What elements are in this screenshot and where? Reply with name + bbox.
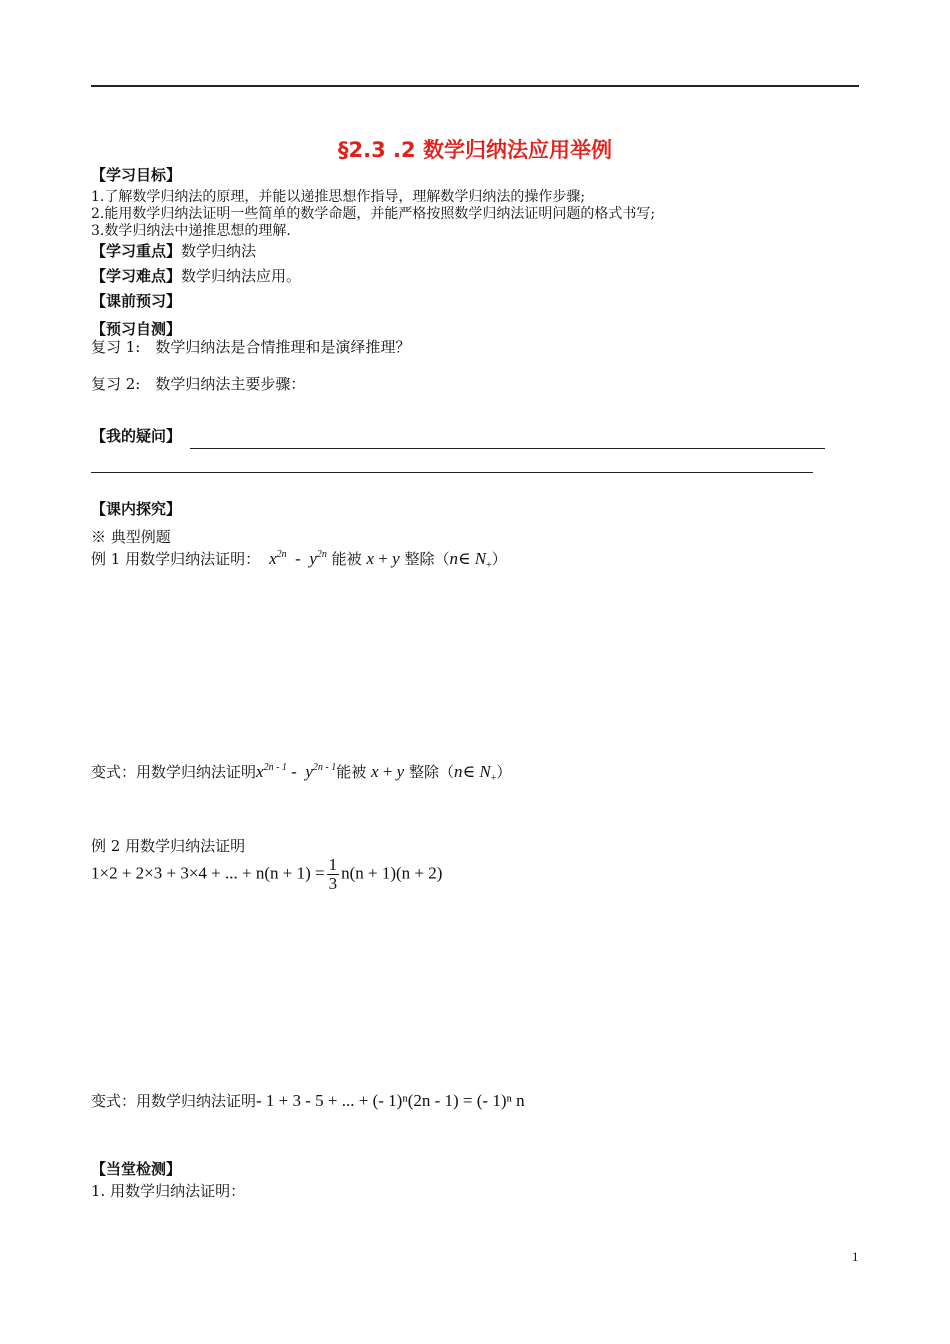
variant-1-prefix: 变式：用数学归纳法证明	[91, 763, 257, 781]
example-1-close: ）	[491, 550, 507, 568]
example-1	[91, 548, 507, 571]
questions-heading: 【我的疑问】	[91, 427, 182, 445]
variant-1-domain: n∈ $N_+$	[454, 762, 497, 784]
explore-subheading: ※ 典型例题	[91, 528, 171, 546]
preview-heading: 【课前预习】	[91, 292, 182, 310]
check-heading: 【当堂检测】	[91, 1160, 182, 1178]
example-1-suffix: 整除（	[404, 550, 450, 568]
objectives-heading: 【学习目标】	[91, 166, 182, 184]
variant-1-formula: $x^{2n - 1} - y^{2n - 1}$	[256, 762, 337, 781]
key-point-text: 数学归纳法	[181, 242, 257, 260]
answer-line-1	[190, 448, 825, 449]
page-title: §2.3 .2 数学归纳法应用举例	[338, 138, 612, 162]
example-1-mid: 能被	[331, 550, 362, 568]
key-point	[91, 240, 256, 261]
example-2-formula-right: n(n + 1)(n + 2)	[341, 863, 443, 883]
variant-1-mid: 能被	[336, 763, 367, 781]
difficulty-heading: 【学习难点】	[91, 267, 182, 285]
review-2: 复习 2: 数学归纳法主要步骤：	[91, 375, 306, 393]
example-2-formula	[91, 856, 442, 893]
header-rule	[91, 85, 859, 87]
review-1: 复习 1: 数学归纳法是合情推理和是演绎推理？	[91, 338, 411, 356]
check-item-1: 1. 用数学归纳法证明：	[91, 1182, 246, 1200]
key-point-heading: 【学习重点】	[91, 242, 182, 260]
example-1-prefix: 例 1 用数学归纳法证明：	[91, 550, 261, 568]
variant-1-close: ）	[496, 763, 512, 781]
variant-2-formula: - 1 + 3 - 5 + ... + (- 1)ⁿ(2n - 1) = (- 1)ⁿ n	[256, 1091, 525, 1110]
explore-heading: 【课内探究】	[91, 500, 182, 518]
example-1-divisor: x + y	[366, 549, 400, 568]
variant-1	[91, 761, 511, 784]
variant-1-suffix: 整除（	[408, 763, 454, 781]
fraction-numerator: 1	[328, 855, 338, 874]
difficulty	[91, 265, 301, 286]
variant-2-prefix: 变式：用数学归纳法证明	[91, 1092, 257, 1110]
example-2-prefix: 例 2 用数学归纳法证明	[91, 837, 246, 855]
difficulty-text: 数学归纳法应用。	[181, 267, 302, 285]
self-test-heading: 【预习自测】	[91, 320, 182, 338]
example-2-formula-left: 1×2 + 2×3 + 3×4 + ... + n(n + 1) =	[91, 863, 325, 883]
variant-1-divisor: x + y	[371, 762, 405, 781]
example-1-domain: n∈ $N_+$	[449, 549, 492, 571]
fraction-denominator: 3	[328, 874, 338, 893]
example-2-fraction	[327, 856, 340, 893]
page-number: 1	[852, 1249, 859, 1264]
variant-2	[91, 1090, 525, 1111]
objective-item-2: 2.能用数学归纳法证明一些简单的数学命题，并能严格按照数学归纳法证明问题的格式书写;	[91, 206, 656, 222]
objective-item-1: 1.了解数学归纳法的原理，并能以递推思想作指导，理解数学归纳法的操作步骤;	[91, 189, 586, 205]
answer-line-2	[91, 472, 813, 473]
example-1-formula: $x^{2n} - y^{2n}$	[269, 549, 327, 568]
objective-item-3: 3.数学归纳法中递推思想的理解.	[91, 223, 291, 239]
